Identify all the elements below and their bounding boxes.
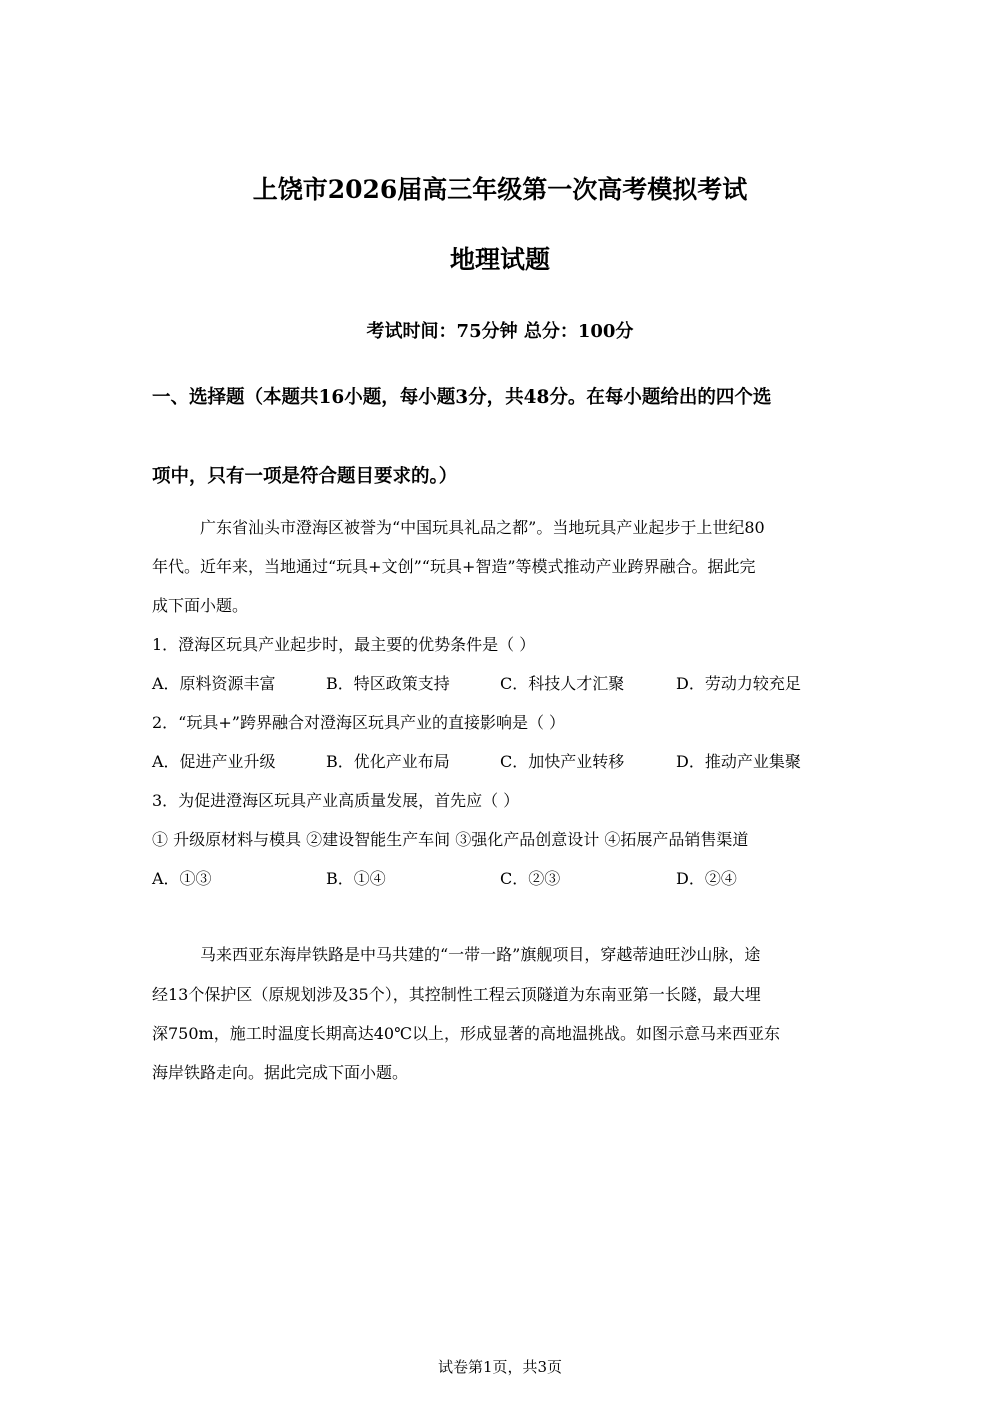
question-3-option-a: A．①③ [152, 869, 212, 888]
question-2-option-c: C．加快产业转移 [500, 752, 625, 771]
passage2-line: 深750m，施工时温度长期高达40℃以上，形成显著的高地温挑战。如图示意马来西亚东 [152, 1024, 780, 1043]
passage2-line: 经13个保护区（原规划涉及35个），其控制性工程云顶隧道为东南亚第一长隧，最大埋 [152, 985, 761, 1004]
exam-info: 考试时间：75分钟 总分：100分 [366, 321, 634, 342]
question-2-option-b: B．优化产业布局 [326, 752, 450, 771]
exam-title: 上饶市2026届高三年级第一次高考模拟考试 [252, 175, 748, 204]
question-1-option-d: D．劳动力较充足 [676, 674, 801, 693]
question-1-stem: 1．澄海区玩具产业起步时，最主要的优势条件是（ ） [152, 635, 536, 654]
passage1-line: 年代。近年来，当地通过“玩具+文创”“玩具+智造”等模式推动产业跨界融合。据此完 [152, 557, 756, 576]
passage1-line: 成下面小题。 [152, 596, 249, 615]
question-3-option-d: D．②④ [676, 869, 737, 888]
question-1-option-a: A．原料资源丰富 [152, 674, 276, 693]
question-3-stem: 3．为促进澄海区玩具产业高质量发展，首先应（ ） [152, 791, 520, 810]
question-3-statements: ① 升级原材料与模具 ②建设智能生产车间 ③强化产品创意设计 ④拓展产品销售渠道 [152, 830, 749, 849]
page-footer: 试卷第1页，共3页 [437, 1358, 563, 1376]
question-1-option-b: B．特区政策支持 [326, 674, 450, 693]
section-heading-line-1: 一、选择题（本题共16小题，每小题3分，共48分。在每小题给出的四个选 [152, 387, 772, 408]
question-2-stem: 2．“玩具+”跨界融合对澄海区玩具产业的直接影响是（ ） [152, 713, 566, 732]
passage2-line: 马来西亚东海岸铁路是中马共建的“一带一路”旗舰项目，穿越蒂迪旺沙山脉，途 [200, 945, 761, 964]
question-2-option-d: D．推动产业集聚 [676, 752, 801, 771]
question-3-option-b: B．①④ [326, 869, 386, 888]
question-2-option-a: A．促进产业升级 [152, 752, 276, 771]
question-3-option-c: C．②③ [500, 869, 561, 888]
question-1-option-c: C．科技人才汇聚 [500, 674, 625, 693]
passage2-line: 海岸铁路走向。据此完成下面小题。 [152, 1063, 409, 1082]
passage1-line: 广东省汕头市澄海区被誉为“中国玩具礼品之都”。当地玩具产业起步于上世纪80 [200, 518, 765, 537]
section-heading-line-2: 项中，只有一项是符合题目要求的。） [152, 466, 458, 487]
subject-title: 地理试题 [449, 245, 550, 274]
